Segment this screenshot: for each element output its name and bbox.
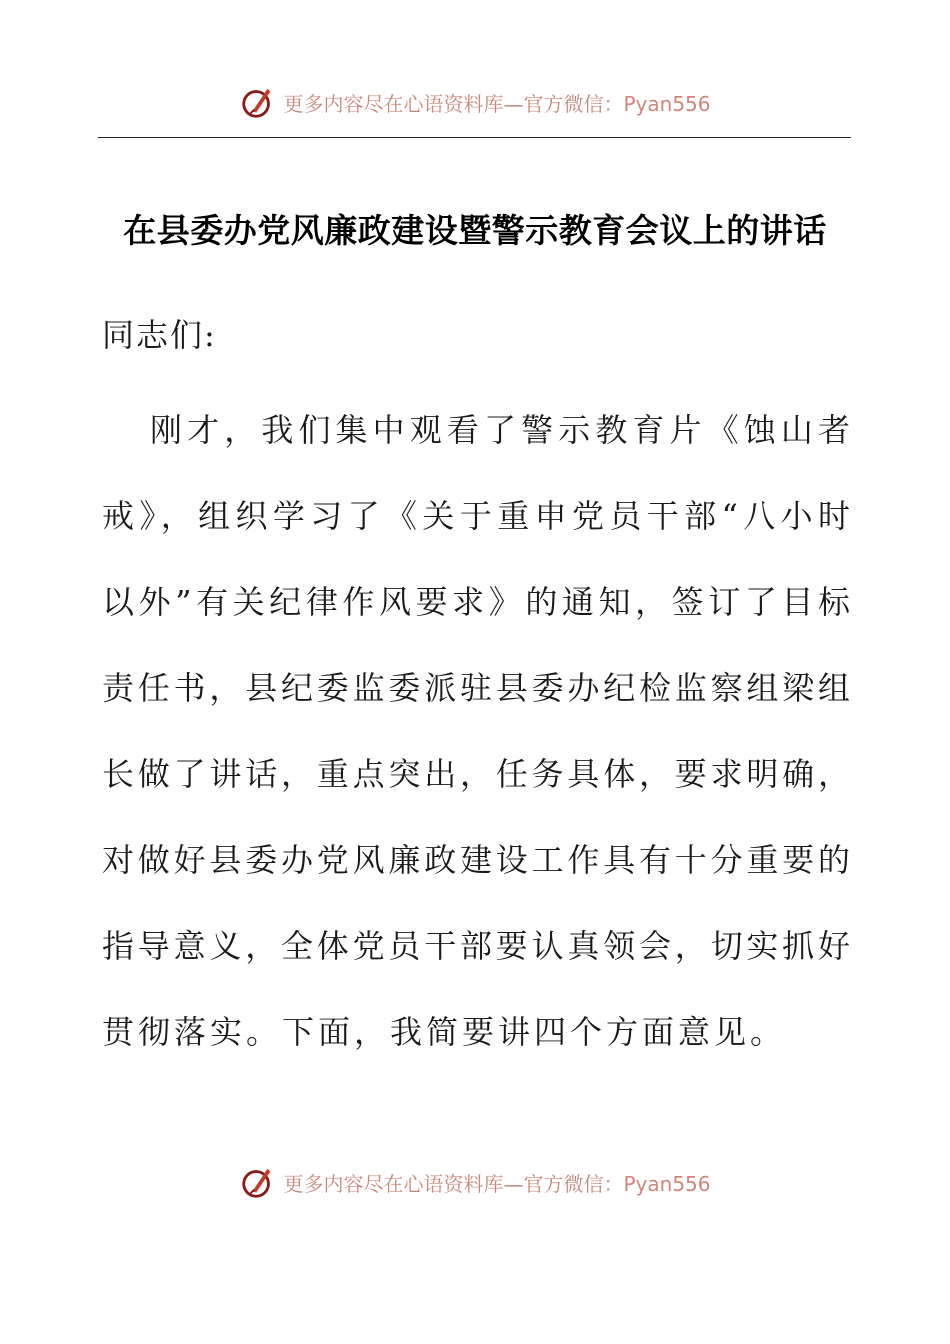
banner-contact: Pyan556 bbox=[623, 1171, 711, 1196]
banner-main-text: 更多内容尽在心语资料库 bbox=[283, 91, 504, 116]
banner-separator: — bbox=[503, 1171, 524, 1196]
salutation: 同志们: bbox=[102, 316, 217, 354]
paragraph-line: 指导意义，全体党员干部要认真领会，切实抓好 bbox=[102, 927, 850, 965]
paragraph-line: 以外”有关纪律作风要求》的通知，签订了目标 bbox=[102, 583, 850, 621]
quill-pen-logo-icon bbox=[239, 83, 277, 121]
document-title: 在县委办党风廉政建设暨警示教育会议上的讲话 bbox=[123, 211, 827, 250]
banner-text bbox=[283, 88, 710, 117]
banner-main-text: 更多内容尽在心语资料库 bbox=[283, 1171, 504, 1196]
paragraph-line: 戒》，组织学习了《关于重申党员干部“八小时 bbox=[102, 497, 850, 535]
banner-label: 官方微信： bbox=[523, 91, 624, 116]
paragraph-line: 对做好县委办党风廉政建设工作具有十分重要的 bbox=[102, 841, 850, 879]
paragraph-line: 贯彻落实。下面，我简要讲四个方面意见。 bbox=[102, 1013, 787, 1051]
header-banner bbox=[0, 82, 950, 122]
header-divider bbox=[98, 137, 851, 138]
quill-pen-logo-icon bbox=[239, 1163, 277, 1201]
banner-label: 官方微信： bbox=[523, 1171, 624, 1196]
paragraph-line: 长做了讲话，重点突出，任务具体，要求明确， bbox=[102, 755, 850, 793]
paragraph-line: 责任书，县纪委监委派驻县委办纪检监察组梁组 bbox=[102, 669, 850, 707]
banner-text bbox=[283, 1168, 710, 1197]
banner-separator: — bbox=[503, 91, 524, 116]
footer-banner bbox=[0, 1162, 950, 1202]
paragraph-line: 刚才，我们集中观看了警示教育片《蚀山者 bbox=[150, 411, 850, 449]
body-paragraph bbox=[102, 400, 850, 1088]
banner-contact: Pyan556 bbox=[623, 91, 711, 116]
